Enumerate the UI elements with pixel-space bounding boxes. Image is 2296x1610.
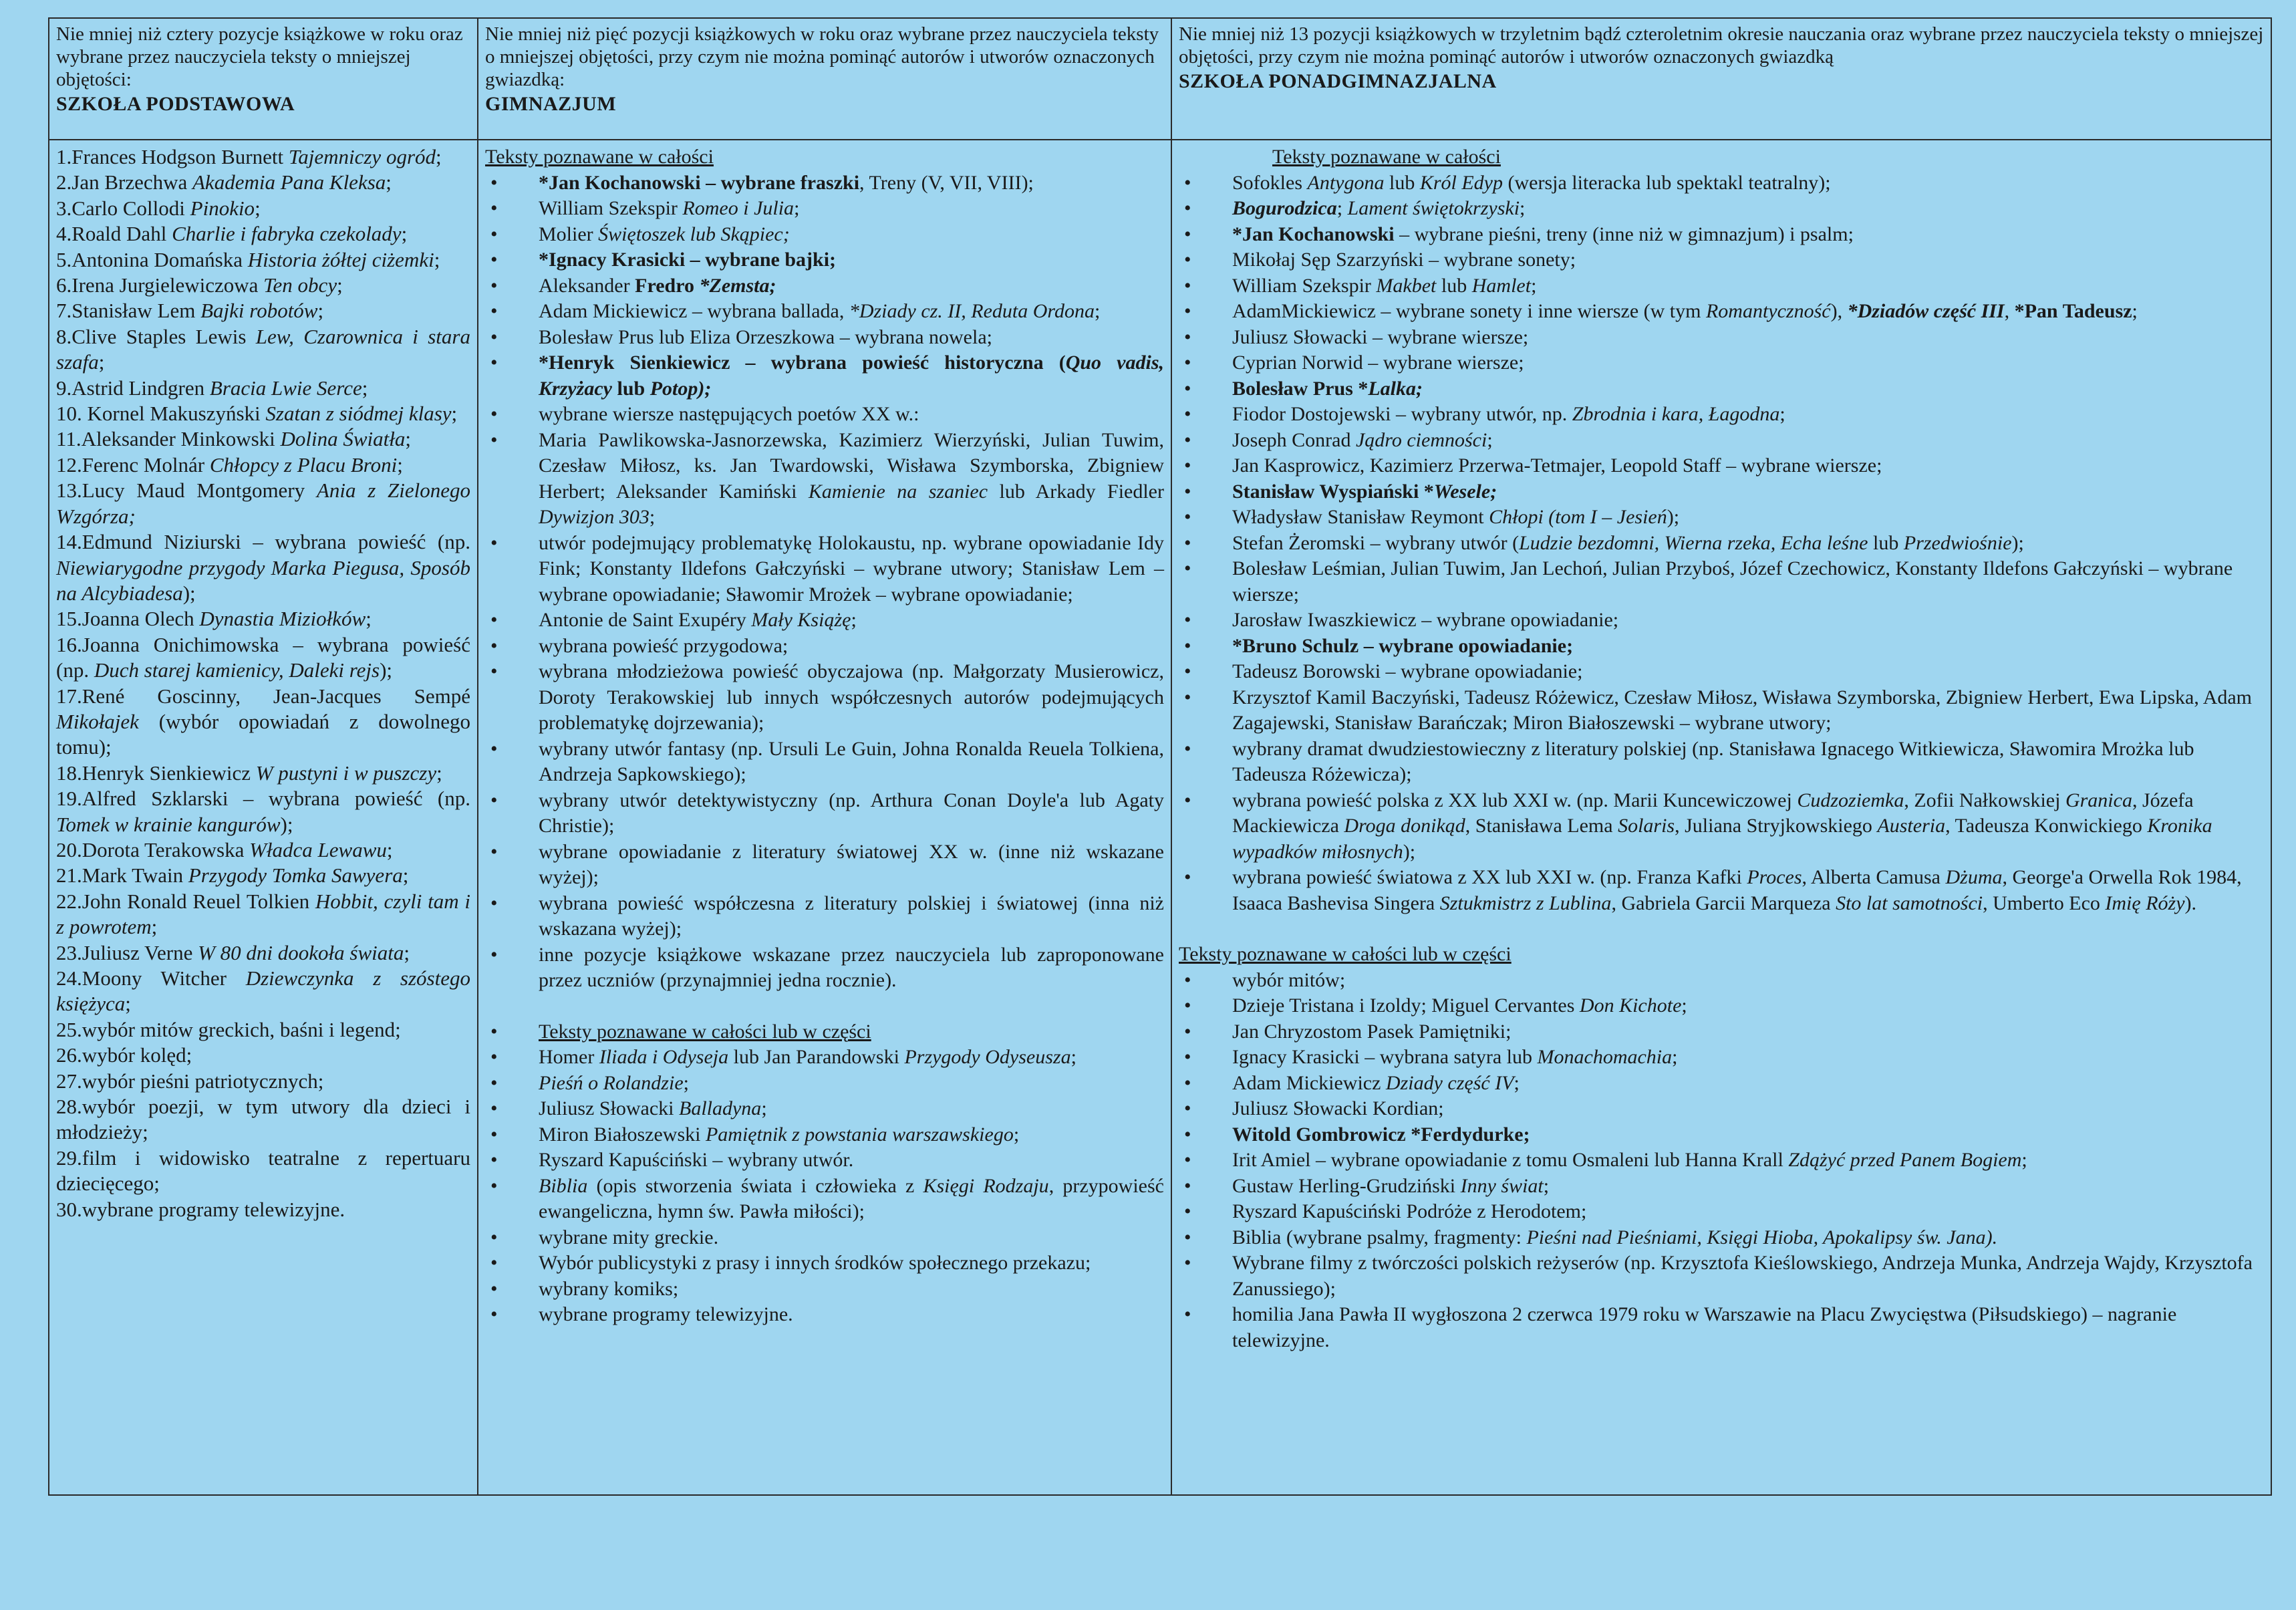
reading-item: 23.Juliusz Verne W 80 dni dookoła świata;	[56, 940, 410, 964]
header-description: Nie mniej niż cztery pozycje książkowe w roku oraz wybrane przez nauczyciela teksty o mniejszej objętości:	[56, 23, 463, 90]
header-level-title: SZKOŁA PONADGIMNAZJALNA	[1179, 70, 1497, 92]
reading-item: 12.Ferenc Molnár Chłopcy z Placu Broni;	[56, 452, 403, 477]
reading-item: • Bolesław Leśmian, Julian Tuwim, Jan Lechoń, Julian Przyboś, Józef Czechowicz, Konstanty Ildefons Gałczyński – wybrane wiersze;	[1179, 556, 2264, 608]
reading-item: • Miron Białoszewski Pamiętnik z powstania warszawskiego;	[485, 1122, 1164, 1148]
reading-item: 2.Jan Brzechwa Akademia Pana Kleksa;	[56, 170, 392, 194]
reading-item: 16.Joanna Onichimowska – wybrana powieść (np. Duch starej kamienicy, Daleki rejs);	[56, 632, 470, 682]
ponadgimnazjalna-partial-texts-list	[1179, 968, 2264, 1354]
reading-list-table	[48, 17, 2272, 1496]
reading-item: • Tadeusz Borowski – wybrane opowiadanie;	[1179, 659, 2264, 685]
ponadgimnazjalna-full-texts-list	[1179, 170, 2264, 917]
reading-item: • Fiodor Dostojewski – wybrany utwór, np. Zbrodnia i kara, Łagodna;	[1179, 402, 2264, 428]
header-level-title: SZKOŁA PODSTAWOWA	[56, 93, 295, 115]
reading-item: • wybrane wiersze następujących poetów XX w.:	[485, 402, 1164, 428]
reading-item: • Jan Kasprowicz, Kazimierz Przerwa-Tetmajer, Leopold Staff – wybrane wiersze;	[1179, 453, 2264, 479]
reading-item: • Juliusz Słowacki – wybrane wiersze;	[1179, 325, 2264, 351]
reading-item: • wybrana powieść przygodowa;	[485, 634, 1164, 660]
reading-item: 20.Dorota Terakowska Władca Lewawu;	[56, 837, 393, 861]
reading-item: • Dzieje Tristana i Izoldy; Miguel Cervantes Don Kichote;	[1179, 993, 2264, 1019]
reading-item: • Homer Iliada i Odyseja lub Jan Parandowski Przygody Odyseusza;	[485, 1045, 1164, 1071]
reading-item: • *Henryk Sienkiewicz – wybrana powieść historyczna (Quo vadis, Krzyżacy lub Potop);	[485, 350, 1164, 402]
reading-item: 1.Frances Hodgson Burnett Tajemniczy ogród;	[56, 145, 442, 168]
reading-item: • wybór mitów;	[1179, 968, 2264, 994]
reading-item: • utwór podejmujący problematykę Holokaustu, np. wybrane opowiadanie Idy Fink; Konstanty Ildefons Gałczyński – wybrane utwory; Stanisław Lem – wybrane opowiadanie; Sławomir Mrożek – wybrane opowiadanie;	[485, 531, 1164, 608]
reading-item: • Krzysztof Kamil Baczyński, Tadeusz Różewicz, Czesław Miłosz, Wisława Szymborska, Zbigniew Herbert, Ewa Lipska, Adam Zagajewski, Stanisław Barańczak; Miron Białoszewski – wybrane utwory;	[1179, 685, 2264, 736]
reading-item: 22.John Ronald Reuel Tolkien Hobbit, czyli tam i z powrotem;	[56, 889, 470, 939]
section-title-partial-texts: Teksty poznawane w całości lub w części	[1179, 943, 1512, 965]
reading-item: • Gustaw Herling-Grudziński Inny świat;	[1179, 1174, 2264, 1200]
reading-item: 28.wybór poezji, w tym utwory dla dzieci i młodzieży;	[56, 1095, 470, 1144]
reading-item: • wybrana powieść polska z XX lub XXI w. (np. Marii Kuncewiczowej Cudzoziemka, Zofii Nałkowskiej Granica, Józefa Mackiewicza Droga donikąd, Stanisława Lema Solaris, Juliana Stryjkowskiego Austeria, Tadeusza Konwickiego Kronika wypadków miłosnych);	[1179, 788, 2264, 865]
reading-item: • Maria Pawlikowska-Jasnorzewska, Kazimierz Wierzyński, Julian Tuwim, Czesław Miłosz, ks. Jan Twardowski, Wisława Szymborska, Zbigniew Herbert; Aleksander Kamiński Kamienie na szaniec lub Arkady Fiedler Dywizjon 303;	[485, 428, 1164, 531]
header-level-title: GIMNAZJUM	[485, 93, 617, 115]
section-title-partial-texts: • Teksty poznawane w całości lub w części	[485, 1019, 1164, 1045]
reading-item: 4.Roald Dahl Charlie i fabryka czekolady;	[56, 222, 408, 246]
reading-item: • wybrana powieść współczesna z literatury polskiej i światowej (inna niż wskazana wyżej);	[485, 891, 1164, 942]
reading-item: • Ryszard Kapuściński Podróże z Herodotem;	[1179, 1199, 2264, 1225]
reading-item: • wybrane mity greckie.	[485, 1225, 1164, 1251]
reading-item: 10. Kornel Makuszyński Szatan z siódmej klasy;	[56, 402, 458, 426]
primary-reading-list	[56, 144, 470, 1222]
reading-item: • *Bruno Schulz – wybrane opowiadanie;	[1179, 634, 2264, 660]
reading-item: • homilia Jana Pawła II wygłoszona 2 czerwca 1979 roku w Warszawie na Placu Zwycięstwa (Piłsudskiego) – nagranie telewizyjne.	[1179, 1302, 2264, 1353]
reading-item: 11.Aleksander Minkowski Dolina Światła;	[56, 427, 412, 451]
reading-item: 13.Lucy Maud Montgomery Ania z Zielonego Wzgórza;	[56, 479, 470, 528]
reading-item: • inne pozycje książkowe wskazane przez nauczyciela lub zaproponowane przez uczniów (przynajmniej jedna rocznie).	[485, 942, 1164, 994]
primary-school-cell	[49, 140, 478, 1495]
content-row	[49, 140, 2271, 1495]
header-cell-primary	[49, 18, 478, 140]
reading-item: • wybrane opowiadanie z literatury światowej XX w. (inne niż wskazane wyżej);	[485, 839, 1164, 891]
ponadgimnazjalna-cell	[1171, 140, 2271, 1495]
reading-item: 30.wybrane programy telewizyjne.	[56, 1197, 345, 1221]
reading-item: • Wybór publicystyki z prasy i innych środków społecznego przekazu;	[485, 1250, 1164, 1277]
reading-item: • Bolesław Prus *Lalka;	[1179, 376, 2264, 402]
reading-item: • Jan Chryzostom Pasek Pamiętniki;	[1179, 1019, 2264, 1045]
reading-item: • wybrana powieść światowa z XX lub XXI w. (np. Franza Kafki Proces, Alberta Camusa Dżuma, George'a Orwella Rok 1984, Isaaca Bashevisa Singera Sztukmistrz z Lublina, Gabriela Garcii Marqueza Sto lat samotności, Umberto Eco Imię Róży).	[1179, 865, 2264, 916]
reading-item: • Witold Gombrowicz *Ferdydurke;	[1179, 1122, 2264, 1148]
reading-item: • *Jan Kochanowski – wybrane fraszki, Treny (V, VII, VIII);	[485, 170, 1164, 196]
header-description: Nie mniej niż 13 pozycji książkowych w trzyletnim bądź czteroletnim okresie nauczania oraz wybrane przez nauczyciela teksty o mniejszej objętości, przy czym nie można pominąć autorów i utworów oznaczonych gwiazdką	[1179, 23, 2264, 68]
reading-item: 18.Henryk Sienkiewicz W pustyni i w puszczy;	[56, 761, 442, 785]
reading-item: • William Szekspir Romeo i Julia;	[485, 196, 1164, 222]
reading-item: • wybrany utwór fantasy (np. Ursuli Le Guin, Johna Ronalda Reuela Tolkiena, Andrzeja Sapkowskiego);	[485, 736, 1164, 788]
reading-item: 17.René Goscinny, Jean-Jacques Sempé Mikołajek (wybór opowiadań z dowolnego tomu);	[56, 684, 470, 759]
reading-item: • wybrany komiks;	[485, 1277, 1164, 1303]
reading-item: • Stefan Żeromski – wybrany utwór (Ludzie bezdomni, Wierna rzeka, Echa leśne lub Przedwiośnie);	[1179, 531, 2264, 557]
reading-item: 26.wybór kolęd;	[56, 1043, 192, 1067]
reading-item: 9.Astrid Lindgren Bracia Lwie Serce;	[56, 376, 368, 400]
reading-item: • Juliusz Słowacki Kordian;	[1179, 1096, 2264, 1122]
reading-item: 5.Antonina Domańska Historia żółtej ciżemki;	[56, 247, 440, 271]
reading-item: • Molier Świętoszek lub Skąpiec;	[485, 222, 1164, 248]
reading-item: • Biblia (wybrane psalmy, fragmenty: Pieśni nad Pieśniami, Księgi Hioba, Apokalipsy św. Jana).	[1179, 1225, 2264, 1251]
reading-item: • Ignacy Krasicki – wybrana satyra lub Monachomachia;	[1179, 1045, 2264, 1071]
reading-item: 21.Mark Twain Przygody Tomka Sawyera;	[56, 863, 409, 888]
gimnazjum-cell	[478, 140, 1171, 1495]
reading-item: 14.Edmund Niziurski – wybrana powieść (np. Niewiarygodne przygody Marka Piegusa, Sposób na Alcybiadesa);	[56, 530, 470, 605]
reading-item: 19.Alfred Szklarski – wybrana powieść (np. Tomek w krainie kangurów);	[56, 787, 470, 836]
reading-item: • Aleksander Fredro *Zemsta;	[485, 273, 1164, 299]
reading-item: 25.wybór mitów greckich, baśni i legend;	[56, 1017, 401, 1041]
reading-item: 8.Clive Staples Lewis Lew, Czarownica i stara szafa;	[56, 324, 470, 374]
section-title-full-texts: Teksty poznawane w całości	[1272, 146, 1501, 168]
reading-item: • Adam Mickiewicz Dziady część IV;	[1179, 1071, 2264, 1097]
reading-item: • Bolesław Prus lub Eliza Orzeszkowa – wybrana nowela;	[485, 325, 1164, 351]
reading-item: • William Szekspir Makbet lub Hamlet;	[1179, 273, 2264, 299]
header-cell-gimnazjum	[478, 18, 1171, 140]
reading-item: • Bogurodzica; Lament świętokrzyski;	[1179, 196, 2264, 222]
reading-item: • Ryszard Kapuściński – wybrany utwór.	[485, 1148, 1164, 1174]
reading-item: • Juliusz Słowacki Balladyna;	[485, 1096, 1164, 1122]
header-row	[49, 18, 2271, 140]
section-title-full-texts: Teksty poznawane w całości	[485, 146, 714, 168]
reading-item: 6.Irena Jurgielewiczowa Ten obcy;	[56, 273, 343, 297]
reading-item: 29.film i widowisko teatralne z repertuaru dziecięcego;	[56, 1146, 470, 1196]
reading-item: • Antonie de Saint Exupéry Mały Książę;	[485, 608, 1164, 634]
header-description: Nie mniej niż pięć pozycji książkowych w roku oraz wybrane przez nauczyciela teksty o mniejszej objętości, przy czym nie można pominąć autorów i utworów oznaczonych gwiazdką:	[485, 23, 1159, 90]
reading-item: • Mikołaj Sęp Szarzyński – wybrane sonety;	[1179, 247, 2264, 273]
reading-item: 24.Moony Witcher Dziewczynka z szóstego księżyca;	[56, 966, 470, 1016]
reading-item: • Stanisław Wyspiański *Wesele;	[1179, 479, 2264, 505]
reading-item: • Biblia (opis stworzenia świata i człowieka z Księgi Rodzaju, przypowieść ewangeliczna, hymn św. Pawła miłości);	[485, 1174, 1164, 1225]
reading-item: 27.wybór pieśni patriotycznych;	[56, 1069, 324, 1093]
reading-item: • Sofokles Antygona lub Król Edyp (wersja literacka lub spektakl teatralny);	[1179, 170, 2264, 196]
reading-item: • Adam Mickiewicz – wybrana ballada, *Dziady cz. II, Reduta Ordona;	[485, 299, 1164, 325]
reading-item: 15.Joanna Olech Dynastia Miziołków;	[56, 607, 372, 631]
reading-item: • Wybrane filmy z twórczości polskich reżyserów (np. Krzysztofa Kieślowskiego, Andrzeja Munka, Andrzeja Wajdy, Krzysztofa Zanussiego);	[1179, 1250, 2264, 1302]
reading-item: • Joseph Conrad Jądro ciemności;	[1179, 428, 2264, 454]
reading-item: • Irit Amiel – wybrane opowiadanie z tomu Osmaleni lub Hanna Krall Zdążyć przed Panem Bogiem;	[1179, 1148, 2264, 1174]
reading-item: • wybrana młodzieżowa powieść obyczajowa (np. Małgorzaty Musierowicz, Doroty Terakowskiej lub innych współczesnych autorów podejmujących problematykę dojrzewania);	[485, 659, 1164, 736]
reading-item: • *Ignacy Krasicki – wybrane bajki;	[485, 247, 1164, 273]
gimnazjum-partial-texts-list	[485, 1045, 1164, 1328]
reading-item: • Pieśń o Rolandzie;	[485, 1071, 1164, 1097]
reading-item: • Jarosław Iwaszkiewicz – wybrane opowiadanie;	[1179, 608, 2264, 634]
reading-item: • *Jan Kochanowski – wybrane pieśni, treny (inne niż w gimnazjum) i psalm;	[1179, 222, 2264, 248]
reading-item: • wybrany utwór detektywistyczny (np. Arthura Conan Doyle'a lub Agaty Christie);	[485, 788, 1164, 839]
reading-item: 3.Carlo Collodi Pinokio;	[56, 196, 261, 220]
reading-item: • Władysław Stanisław Reymont Chłopi (tom I – Jesień);	[1179, 505, 2264, 531]
reading-item: • wybrany dramat dwudziestowieczny z literatury polskiej (np. Stanisława Ignacego Witkiewicza, Sławomira Mrożka lub Tadeusza Różewicza);	[1179, 736, 2264, 788]
reading-item: • wybrane programy telewizyjne.	[485, 1302, 1164, 1328]
reading-item: • AdamMickiewicz – wybrane sonety i inne wiersze (w tym Romantyczność), *Dziadów część III, *Pan Tadeusz;	[1179, 299, 2264, 325]
header-cell-ponadgimnazjalna	[1171, 18, 2271, 140]
reading-item: • Cyprian Norwid – wybrane wiersze;	[1179, 350, 2264, 376]
gimnazjum-full-texts-list	[485, 170, 1164, 994]
reading-item: 7.Stanisław Lem Bajki robotów;	[56, 299, 324, 323]
